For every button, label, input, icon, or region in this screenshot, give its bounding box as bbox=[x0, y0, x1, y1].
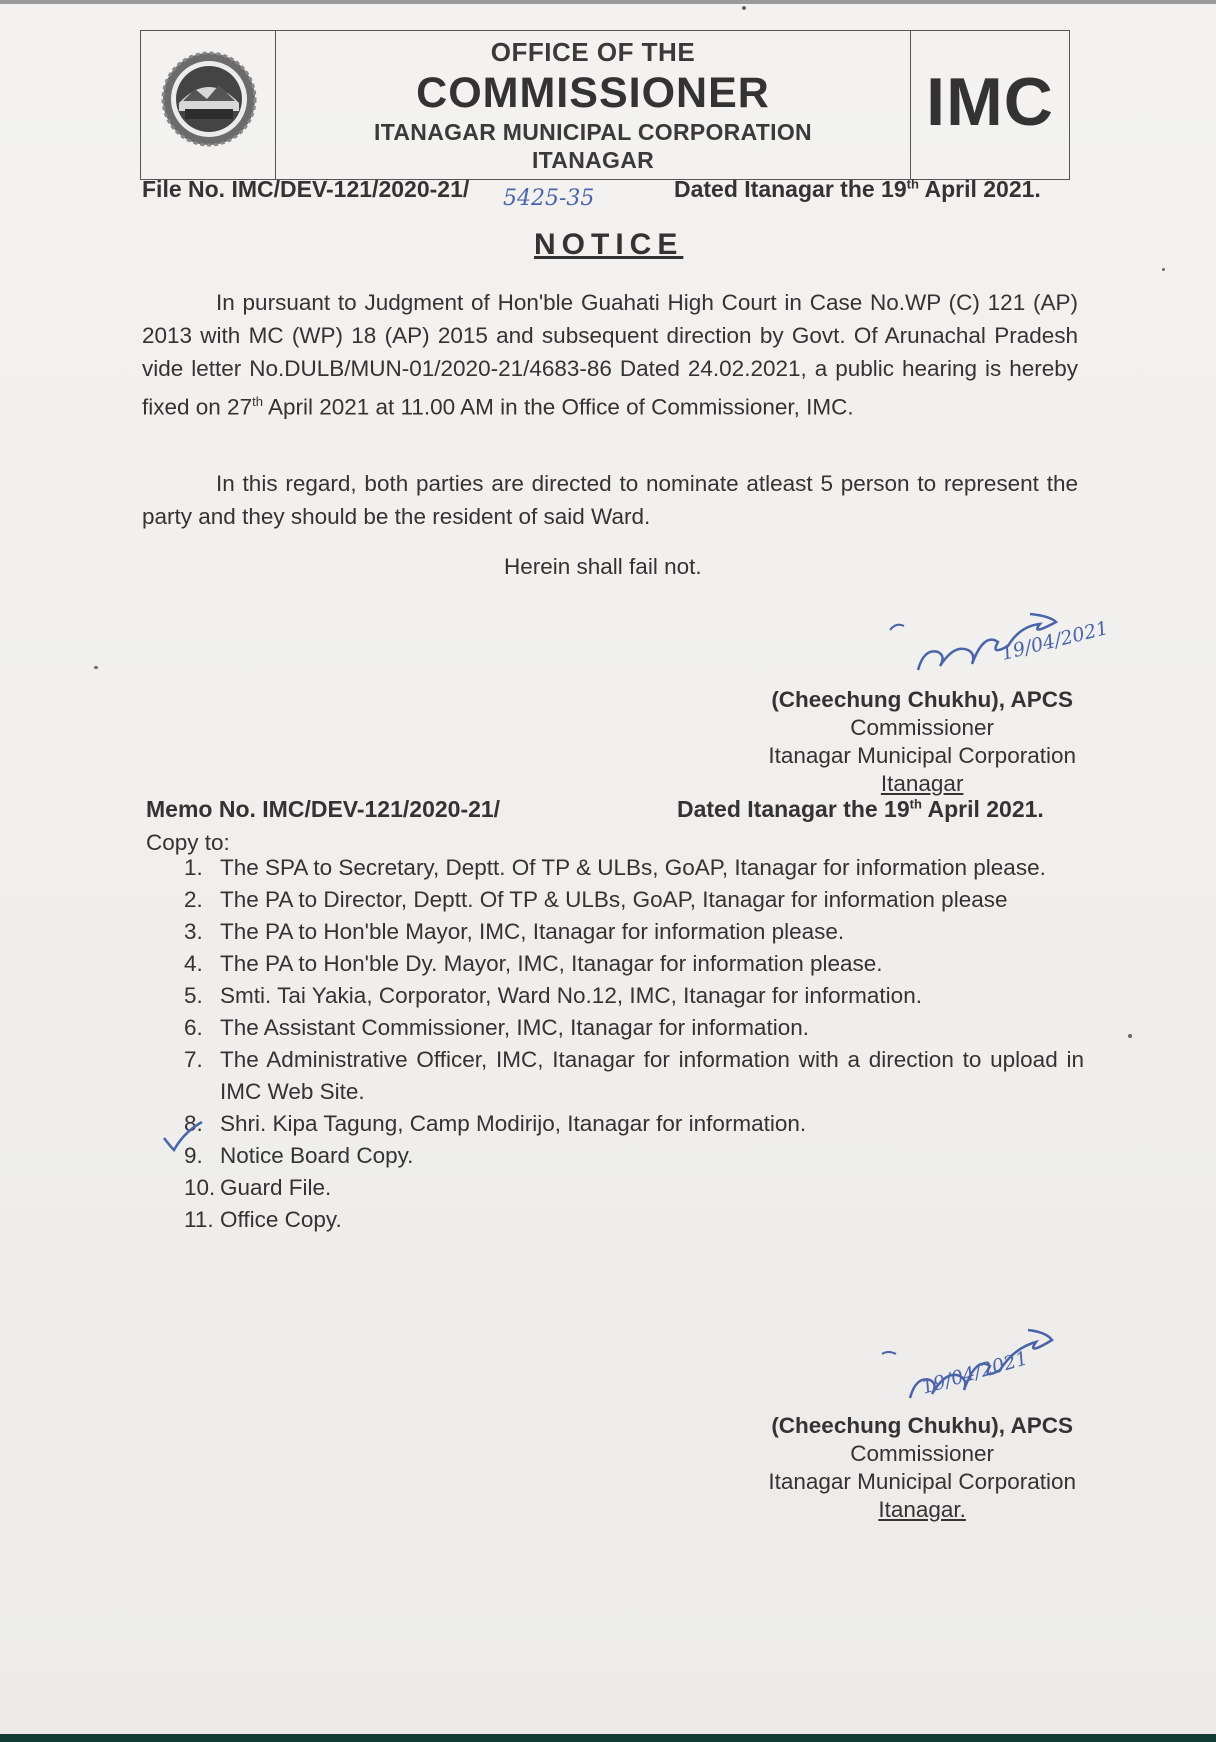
letterhead-abbr-cell bbox=[910, 31, 1069, 179]
signature-2-designation: Commissioner bbox=[850, 1441, 995, 1466]
signature-1-date: 19/04/2021 bbox=[998, 617, 1111, 665]
letterhead-commissioner: COMMISSIONER bbox=[416, 69, 770, 117]
memo-number: Memo No. IMC/DEV-121/2020-21/ bbox=[146, 796, 501, 822]
signature-2-org: Itanagar Municipal Corporation bbox=[768, 1469, 1076, 1494]
copy-item: 4. The PA to Hon'ble Dy. Mayor, IMC, Itanagar for information please. bbox=[184, 951, 883, 976]
copy-item: 9. Notice Board Copy. bbox=[184, 1143, 414, 1168]
letterhead-abbr: IMC bbox=[926, 64, 1054, 140]
copy-item: 5. Smti. Tai Yakia, Corporator, Ward No.12, IMC, Itanagar for information. bbox=[184, 983, 922, 1008]
signature-1-org: Itanagar Municipal Corporation bbox=[768, 743, 1076, 768]
scan-speck bbox=[94, 666, 98, 669]
letterhead-office-of: OFFICE OF THE bbox=[490, 37, 696, 67]
copy-item: 8. Shri. Kipa Tagung, Camp Modirijo, Itanagar for information. bbox=[184, 1111, 807, 1136]
imc-emblem-icon bbox=[161, 51, 257, 147]
letterhead-city: ITANAGAR bbox=[531, 147, 655, 173]
memo-date: Dated Itanagar the 19th April 2021. bbox=[677, 796, 1044, 822]
scan-speck bbox=[1162, 268, 1165, 271]
signature-1-name: (Cheechung Chukhu), APCS bbox=[771, 687, 1073, 712]
signature-1-place: Itanagar bbox=[880, 771, 964, 796]
scan-bottom-edge bbox=[0, 1734, 1216, 1742]
scan-speck bbox=[1128, 1034, 1132, 1038]
notice-paragraph-2: In this regard, both parties are directed to nominate atleast 5 person to represent the party and they should be the resident of said Ward. bbox=[142, 471, 1078, 529]
copy-item: 10. Guard File. bbox=[184, 1175, 332, 1200]
copy-to-list bbox=[184, 852, 1084, 1236]
copy-item: 3. The PA to Hon'ble Mayor, IMC, Itanagar for information please. bbox=[184, 919, 845, 944]
signature-2-date: 19/04/2021 bbox=[919, 1347, 1031, 1399]
notice-paragraph-1: In pursuant to Judgment of Hon'ble Guahati High Court in Case No.WP (C) 121 (AP) 2013 with MC (WP) 18 (AP) 2015 and subsequent direction by Govt. Of Arunachal Pradesh vide letter No.DULB/MUN-01/2020-21/4683-86 Dated 24.02.2021, a public hearing is hereby fixed on 27th April 2021 at 11.00 AM in the Office of Commissioner, IMC. bbox=[142, 290, 1078, 420]
letterhead-logo-cell bbox=[141, 31, 276, 179]
copy-item: 1. The SPA to Secretary, Deptt. Of TP & ULBs, GoAP, Itanagar for information please. bbox=[184, 855, 1046, 880]
signature-2-name: (Cheechung Chukhu), APCS bbox=[771, 1413, 1073, 1438]
notice-title: NOTICE bbox=[534, 228, 684, 261]
letterhead bbox=[140, 30, 1070, 180]
copy-item: 6. The Assistant Commissioner, IMC, Itanagar for information. bbox=[184, 1015, 809, 1040]
copy-item: 11. Office Copy. bbox=[184, 1207, 342, 1232]
signature-2-block bbox=[768, 1412, 1076, 1524]
scan-speck bbox=[742, 6, 746, 10]
copy-item: 2. The PA to Director, Deptt. Of TP & ULBs, GoAP, Itanagar for information please bbox=[184, 887, 1008, 912]
signature-2-place: Itanagar. bbox=[878, 1497, 966, 1522]
letterhead-title-block bbox=[275, 31, 911, 179]
file-date: Dated Itanagar the 19th April 2021. bbox=[674, 176, 1041, 202]
notice-closing-line: Herein shall fail not. bbox=[504, 554, 702, 579]
scan-top-edge bbox=[0, 0, 1216, 4]
letterhead-corporation: ITANAGAR MUNICIPAL CORPORATION bbox=[374, 119, 812, 145]
signature-1-designation: Commissioner bbox=[850, 715, 995, 740]
file-handwritten-number: 5425-35 bbox=[503, 186, 595, 211]
tick-mark-icon bbox=[160, 1118, 206, 1154]
file-number: File No. IMC/DEV-121/2020-21/ bbox=[142, 176, 470, 202]
copy-to-label: Copy to: bbox=[146, 830, 230, 855]
signature-1-block bbox=[768, 686, 1076, 798]
copy-item: 7. The Administrative Officer, IMC, Itanagar for information with a direction to upload in IMC Web Site. bbox=[184, 1047, 1084, 1104]
